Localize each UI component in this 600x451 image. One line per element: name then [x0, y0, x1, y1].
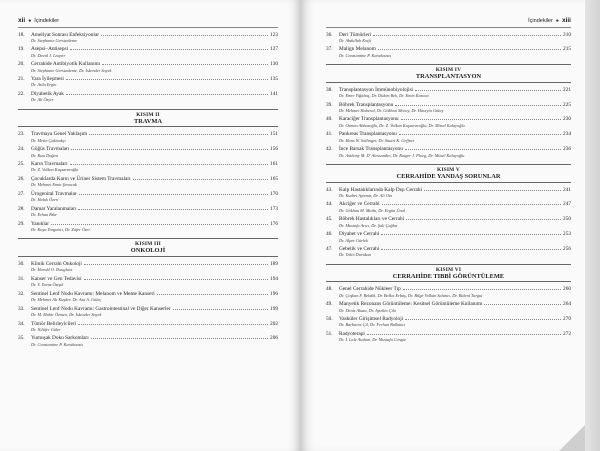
chapter-number: 41. — [326, 131, 333, 138]
page-number: 130 — [270, 61, 278, 68]
dot-leader — [78, 209, 268, 210]
chapter-authors: Dr. Metin Çakmakçı — [31, 137, 66, 143]
chapter-authors: Dr. Mehmet Haberal, Dr. Gökhan Moray, Dr. Hüseyin Gülay — [339, 107, 444, 113]
dot-leader — [406, 219, 561, 220]
chapter-number: 22. — [18, 91, 25, 98]
chapter-number: 23. — [18, 131, 25, 138]
page-number: 199 — [270, 305, 278, 312]
page-folio: xiii — [561, 17, 571, 24]
page-number: 250 — [563, 216, 571, 223]
page-number: 253 — [563, 231, 571, 238]
chapter-title: Kalp Hastalıklarında Kalp Dışı Cerrahi — [339, 186, 422, 193]
toc-entry[interactable] — [326, 32, 571, 44]
toc-entry[interactable] — [326, 146, 571, 158]
chapter-number: 39. — [326, 101, 333, 108]
dot-leader — [79, 194, 268, 195]
dot-leader — [381, 234, 561, 235]
chapter-authors: Dr. Mustafa Arıcı, Dr. Şali Çağlar — [339, 222, 398, 228]
toc-entry[interactable] — [326, 301, 571, 313]
dot-leader — [66, 94, 268, 95]
section-part-label: KISIM II — [18, 109, 278, 118]
chapter-authors: Dr. Kaya Yorgancı, Dr. Zafer Özer — [31, 227, 91, 232]
chapter-authors: Dr. Barbaros Çil, Dr. Ferhun Balkancı — [339, 322, 406, 328]
toc-entry[interactable] — [18, 261, 278, 273]
chapter-authors: Dr. Tekin Durukan — [339, 252, 371, 258]
chapter-number: 33. — [18, 305, 25, 312]
dot-leader — [405, 149, 561, 150]
chapter-number: 48. — [326, 286, 333, 293]
chapter-authors: Dr. Ali Özyer — [31, 97, 54, 103]
chapter-authors: Dr. Constantine P. Karakousis — [31, 341, 84, 347]
page-number: 196 — [270, 290, 278, 297]
page-number: 173 — [270, 205, 278, 212]
chapter-title: Sentinel Lenf Nodu Kavramı: Melanom ve Meme Kanseri — [31, 290, 155, 297]
toc-entry[interactable] — [326, 231, 571, 243]
chapter-number: 21. — [18, 76, 25, 83]
chapter-title: Vasküler Girişimsel Radyoloji — [339, 316, 404, 323]
chapter-number: 40. — [326, 116, 333, 123]
section-part-label: KISIM III — [18, 238, 278, 247]
chapter-number: 46. — [326, 231, 333, 238]
page-number: 170 — [270, 190, 278, 197]
page-number: 247 — [563, 201, 571, 208]
dot-leader — [381, 249, 561, 250]
chapter-title: Klinik Cerrahi Onkoloji — [31, 261, 82, 267]
chapter-title: Böbrek Hastalıkları ve Cerrahi — [339, 216, 405, 223]
dot-leader — [66, 79, 268, 80]
chapter-title: Damar Yaralanmaları — [31, 205, 77, 212]
chapter-authors: Dr. Stephanie Gerstzaleme, Dr. İskender Sayek — [31, 67, 112, 73]
dot-leader — [405, 319, 561, 320]
chapter-authors: Dr. Gökhan M. Mutlu, Dr. Ergün Ünal — [339, 207, 405, 213]
page-number: 176 — [270, 220, 278, 227]
chapter-authors: Dr. Haluk Özen — [31, 197, 58, 203]
toc-entry[interactable] — [18, 46, 278, 58]
running-title: İçindekiler — [528, 18, 553, 24]
dot-leader — [415, 90, 561, 91]
toc-entry[interactable] — [326, 216, 571, 228]
page-number: 241 — [563, 186, 571, 193]
chapter-authors: Dr. Y. Yavuz Özışık — [31, 282, 64, 288]
page-number: 234 — [563, 131, 571, 138]
chapter-title: Karaciğer Transplantasyonu — [339, 116, 399, 123]
section-heading — [326, 64, 571, 83]
page-number: 127 — [270, 46, 278, 53]
page-number: 260 — [563, 286, 571, 293]
chapter-title: Malign Melanom — [339, 46, 376, 53]
chapter-title: Diyabet ve Cerrahi — [339, 231, 380, 238]
chapter-number: 31. — [18, 275, 25, 282]
page-number: 272 — [563, 331, 571, 338]
page-number: 256 — [563, 246, 571, 253]
chapter-title: Yumuşak Doku Sarkomları — [31, 335, 89, 342]
running-title: İçindekiler — [34, 18, 60, 24]
dot-leader — [102, 64, 268, 65]
chapter-number: 28. — [18, 205, 25, 212]
dot-leader — [173, 309, 268, 310]
chapter-authors: Dr. Erhan Bike — [31, 212, 57, 218]
dot-leader — [401, 119, 561, 120]
chapter-authors: Dr. Abdullah Koçk — [339, 37, 372, 43]
toc-entry[interactable] — [18, 291, 278, 303]
page-number: 141 — [270, 91, 278, 98]
chapter-authors: Dr. Mehmet Ali Kuşder, Dr. Asa A. Güleç — [31, 297, 102, 303]
chapter-authors: Dr. Atila Ergin — [31, 82, 57, 88]
dot-leader — [89, 134, 268, 135]
chapter-number: 50. — [326, 316, 333, 323]
section-part-label: KISIM VI — [326, 264, 571, 273]
chapter-title: Manyetik Rezonans Görüntüleme: Kesitsel Görüntüleme Kullanımı — [339, 301, 483, 308]
chapter-number: 32. — [18, 290, 25, 297]
toc-entry[interactable] — [326, 116, 571, 128]
chapter-authors: Dr. Deniz Akata, Dr. Aytekin Çilo — [339, 307, 397, 313]
toc-entry[interactable] — [18, 131, 278, 143]
chapter-title: Gebelik ve Cerrahi — [339, 246, 380, 253]
toc-entry[interactable] — [18, 206, 278, 218]
section-part-label: KISIM IV — [326, 64, 571, 73]
running-header — [326, 17, 571, 28]
section-title: TRANSPLANTASYON — [326, 73, 571, 83]
dot-leader — [367, 334, 561, 335]
chapter-number: 51. — [326, 331, 333, 338]
toc-list — [326, 32, 571, 343]
chapter-number: 26. — [18, 176, 25, 183]
chapter-title: Asepsi–Antisepsi — [31, 46, 69, 53]
toc-entry[interactable] — [18, 276, 278, 288]
page-number: 151 — [270, 131, 278, 138]
dot-leader — [101, 35, 268, 36]
chapter-authors: Dr. Stephanie Gerstzaleme — [31, 37, 77, 43]
toc-entry[interactable] — [326, 246, 571, 258]
toc-entry[interactable] — [326, 316, 571, 328]
page-number: 225 — [563, 101, 571, 108]
chapter-authors: Dr. Nilüfer Güler — [31, 326, 61, 332]
chapter-number: 42. — [326, 146, 333, 153]
chapter-authors: Dr. Rıza Doğan — [31, 152, 58, 158]
chapter-number: 18. — [18, 31, 25, 38]
dot-leader — [424, 190, 561, 191]
dot-leader — [70, 49, 268, 50]
dot-leader — [157, 294, 268, 295]
chapter-authors: Dr. Çoşkun F. Bekdik, Dr. Belkıs Erbaş, Dr. Bilge Volkan Salancı, Dr. Bülent Turgut — [339, 292, 483, 298]
dot-leader — [399, 134, 561, 135]
dot-leader — [484, 304, 561, 305]
chapter-title: Sentinel Lenf Nodu Kavramı: Gastrointestinal ve Diğer Kanserler — [31, 305, 171, 312]
chapter-title: Karın Travmaları — [31, 161, 68, 168]
chapter-title: Radyoterapi — [339, 331, 365, 338]
chapter-title: Diyabetik Ayak — [31, 91, 64, 98]
toc-entry[interactable] — [18, 221, 278, 233]
toc-entry[interactable] — [326, 102, 571, 114]
toc-entry[interactable] — [18, 335, 278, 347]
dot-leader — [403, 289, 561, 290]
toc-entry[interactable] — [18, 76, 278, 88]
section-heading — [18, 238, 278, 257]
chapter-title: Pankreas Transplantasyonu — [339, 131, 397, 138]
chapter-title: Deri Tümörleri — [339, 31, 372, 38]
toc-entry[interactable] — [326, 187, 571, 199]
dot-leader — [78, 324, 268, 325]
page-number: 135 — [270, 76, 278, 83]
dot-leader — [382, 204, 561, 205]
dot-leader — [84, 264, 268, 265]
chapter-title: Cerrahide Antibiyotik Kullanımı — [31, 61, 101, 68]
toc-entry[interactable] — [326, 46, 571, 58]
page-number: 194 — [270, 275, 278, 282]
page-number: 236 — [563, 146, 571, 153]
chapter-title: Akciğer ve Cerrahi — [339, 201, 380, 208]
dot-leader — [378, 49, 561, 50]
page-curl — [559, 425, 585, 451]
toc-entry[interactable] — [18, 91, 278, 103]
chapter-number: 34. — [18, 320, 25, 327]
dot-leader — [51, 224, 268, 225]
chapter-title: Ürogenital Travmalar — [31, 190, 77, 197]
chapter-number: 25. — [18, 161, 25, 168]
toc-entry[interactable] — [18, 61, 278, 73]
chapter-authors: Dr. İ. Lale Atahan, Dr. Mustafa Cengiz — [339, 337, 406, 343]
chapter-authors: Dr. Kudret Aytemir, Dr. Ali Oto — [339, 192, 393, 198]
bullet-icon: ● — [28, 18, 32, 24]
dot-leader — [133, 179, 268, 180]
page-number: 165 — [270, 176, 278, 183]
chapter-number: 43. — [326, 186, 333, 193]
toc-entry[interactable] — [18, 176, 278, 188]
section-title: CERRAHİDE TIBBİ GÖRÜNTÜLEME — [326, 273, 571, 283]
chapter-authors: Dr. Mehmet Emin Şenocak — [31, 182, 77, 188]
dot-leader — [91, 338, 268, 339]
chapter-title: Yanıklar — [31, 220, 50, 227]
chapter-title: Çocuklarda Karın ve Üriner Sistem Travmaları — [31, 176, 131, 183]
chapter-title: Genel Cerrahide Nükleer Tıp — [339, 286, 401, 293]
toc-entry[interactable] — [326, 331, 571, 343]
chapter-title: Kanser ve Gen Tedavisi — [31, 275, 82, 282]
chapter-number: 49. — [326, 301, 333, 308]
section-title: CERRAHİDE YANDAŞ SORUNLAR — [326, 173, 571, 183]
chapter-authors: Dr. Z. Volkan Kuşsararoğlu — [31, 167, 79, 173]
page-number: 221 — [563, 86, 571, 93]
chapter-authors: Dr. Anthony M. D' Alessandro, Dr. Rutger J. Ploeg, Dr. Mitsel Kalayoğlu — [339, 152, 465, 158]
toc-entry[interactable] — [326, 201, 571, 213]
section-title: TRAVMA — [18, 118, 278, 128]
section-heading — [326, 164, 571, 183]
chapter-number: 35. — [18, 335, 25, 342]
toc-entry[interactable] — [326, 131, 571, 143]
page-number: 206 — [270, 335, 278, 342]
chapter-number: 27. — [18, 190, 25, 197]
page-number: 161 — [270, 161, 278, 168]
chapter-title: Travmaya Genel Yaklaşım — [31, 131, 88, 138]
toc-entry[interactable] — [18, 146, 278, 158]
chapter-title: Yara İyileşmesi — [31, 76, 64, 83]
chapter-number: 30. — [18, 261, 25, 267]
chapter-number: 36. — [326, 31, 333, 38]
chapter-authors: Dr. Emre Yiğitbaş, Dr. Didem Bek, Dr. Emin Karaca — [339, 92, 429, 98]
page-number: 215 — [563, 46, 571, 53]
toc-entry[interactable] — [326, 87, 571, 99]
page-number: 210 — [563, 31, 571, 38]
chapter-title: Göğüs Travmaları — [31, 146, 70, 153]
toc-entry[interactable] — [18, 32, 278, 44]
chapter-number: 24. — [18, 146, 25, 153]
chapter-number: 20. — [18, 61, 25, 68]
chapter-authors: Dr. David J. Leaper — [31, 52, 66, 58]
chapter-number: 29. — [18, 220, 25, 227]
next-page-edge — [585, 0, 600, 451]
page-number: 123 — [270, 31, 278, 38]
right-page — [300, 0, 585, 451]
dot-leader — [84, 279, 268, 280]
section-title: ONKOLOJİ — [18, 247, 278, 257]
page-number: 202 — [270, 320, 278, 327]
chapter-title: Tümör Belirleyicileri — [31, 320, 77, 327]
page-folio: xii — [18, 17, 26, 24]
page-number: 270 — [563, 316, 571, 323]
toc-entry[interactable] — [326, 286, 571, 298]
chapter-title: Ameliyat Sonrası Enfeksiyonlar — [31, 31, 99, 38]
chapter-title: Böbrek Transplantasyonu — [339, 101, 394, 108]
chapter-authors: Dr. Hans W. Sollinger, Dr. Stuart K. Geffner — [339, 137, 415, 143]
running-header — [18, 17, 278, 28]
page-number: 264 — [563, 301, 571, 308]
toc-entry[interactable] — [18, 191, 278, 203]
section-part-label: KISIM V — [326, 164, 571, 173]
chapter-number: 37. — [326, 46, 333, 53]
chapter-authors: Dr. Harold O. Douglass — [31, 267, 73, 273]
toc-entry[interactable] — [18, 161, 278, 173]
chapter-authors: Dr. Alper Gürlek — [339, 237, 368, 243]
chapter-title: İnce Barsak Transplantasyonu — [339, 146, 403, 153]
chapter-authors: Dr. M. Mahir Özmen, Dr. İskender Sayek — [31, 311, 102, 317]
chapter-authors: Dr. Constantine P. Karakousis — [339, 52, 392, 58]
dot-leader — [70, 164, 268, 165]
toc-entry[interactable] — [18, 321, 278, 333]
chapter-number: 19. — [18, 46, 25, 53]
chapter-number: 47. — [326, 246, 333, 253]
chapter-number: 38. — [326, 86, 333, 93]
page-number: 156 — [270, 146, 278, 153]
bullet-icon: ● — [555, 18, 559, 24]
page-number: 189 — [270, 261, 278, 267]
chapter-authors: Dr. Osman Abbasoğlu, Dr. Z. Volkan Kuşsararoğlu, Dr. Mitsel Kalayoğlu — [339, 122, 465, 128]
page-number: 230 — [563, 116, 571, 123]
dot-leader — [395, 105, 561, 106]
chapter-number: 45. — [326, 216, 333, 223]
dot-leader — [71, 149, 268, 150]
chapter-number: 44. — [326, 201, 333, 208]
dot-leader — [373, 35, 561, 36]
toc-entry[interactable] — [18, 306, 278, 318]
chapter-title: Transplantasyon İmmünobiyolojisi — [339, 86, 414, 93]
section-heading — [18, 109, 278, 128]
toc-list — [18, 32, 278, 347]
section-heading — [326, 264, 571, 283]
